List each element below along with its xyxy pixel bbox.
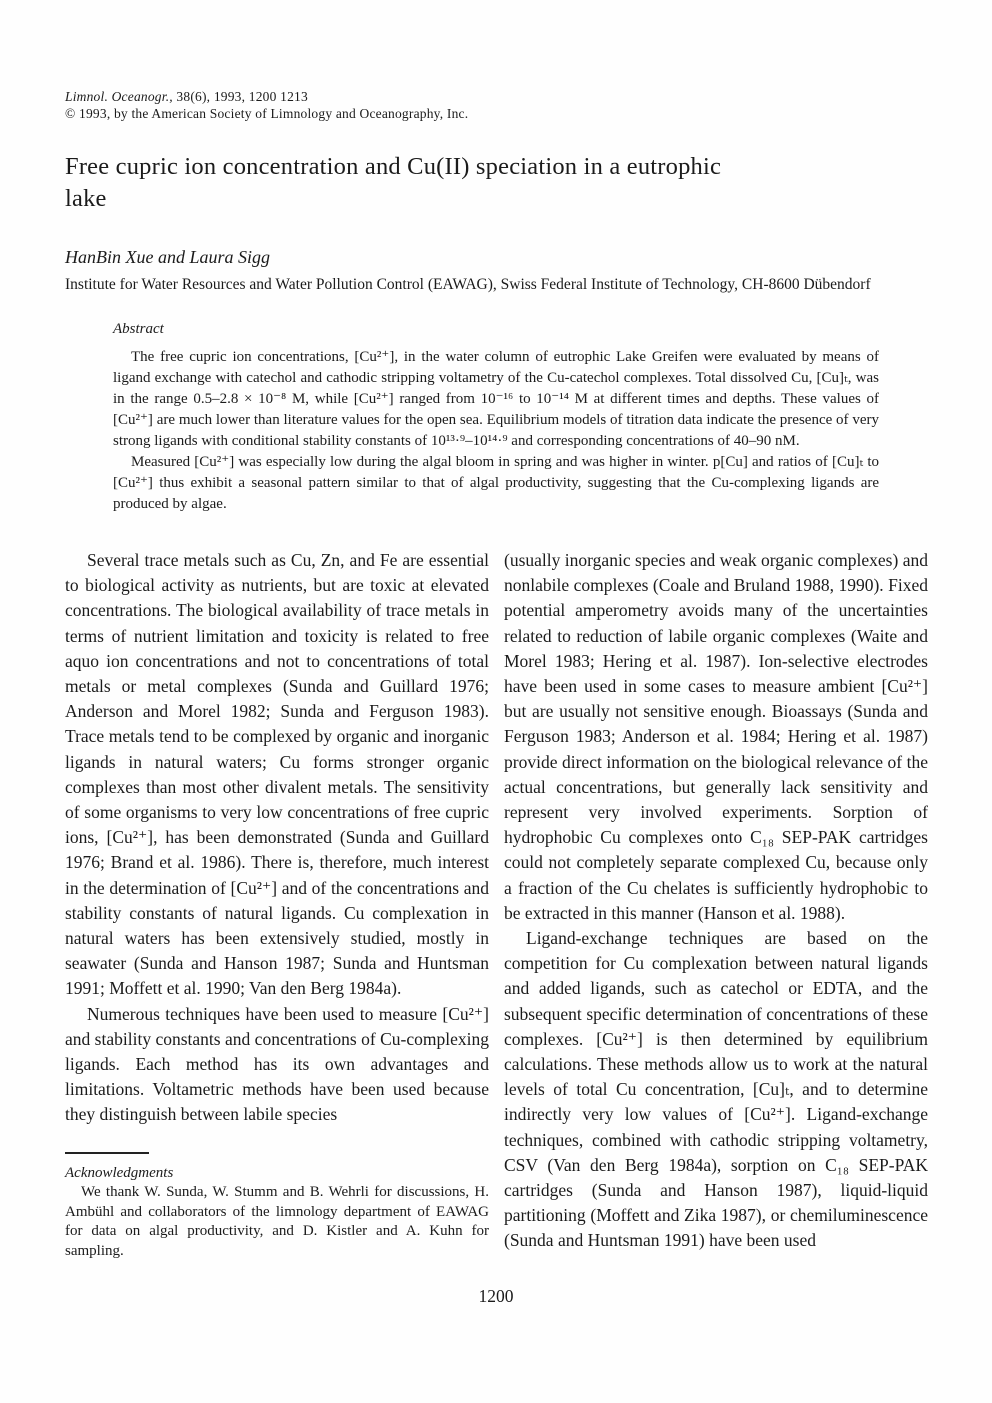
body-left-column (65, 548, 489, 1261)
body-right-column (504, 548, 928, 1261)
body-paragraph-techniques: Numerous techniques have been used to measure [Cu²⁺] and stability constants and concentrations of Cu-complexing ligands. Each method has its own advantages and limitations. Voltametric methods have been used because they distinguish between labile species (65, 1003, 489, 1125)
affiliation: Institute for Water Resources and Water Pollution Control (EAWAG), Swiss Federal Institute of Technology, CH-8600 Dübendorf (65, 276, 871, 293)
footnote-separator-rule (65, 1152, 149, 1154)
authors: HanBin Xue and Laura Sigg (65, 247, 270, 267)
journal-name: Limnol. Oceanogr., (65, 89, 173, 104)
page-number: 1200 (478, 1286, 514, 1306)
acknowledgments-text: We thank W. Sunda, W. Stumm and B. Wehrli for discussions, H. Ambühl and collaborators of the limnology department of EAWAG for data on algal productivity, and D. Kistler and A. Kuhn for sampling. (65, 1184, 489, 1259)
copyright-line: © 1993, by the American Society of Limnology and Oceanography, Inc. (65, 106, 469, 121)
body-paragraph-ligand-exchange: Ligand-exchange techniques are based on the competition for Cu complexation between natural ligands and added ligands, such as catechol or EDTA, and the subsequent specific determination of concentrations of these complexes. [Cu²⁺] is then determined by equilibrium calculations. These methods allow us to work at the natural levels of total Cu concentration, [Cu]ₜ, and to determine indirectly very low values of [Cu²⁺]. Ligand-exchange techniques, combined with cathodic stripping voltametry, CSV (Van den Berg 1984a), sorption on C₁₈ SEP-PAK cartridges (Sunda and Hanson 1987), liquid-liquid partitioning (Moffett and Zika 1987), or chemiluminescence (Sunda and Huntsman 1991) have been used (504, 928, 928, 1251)
acknowledgments-heading: Acknowledgments (65, 1164, 174, 1181)
journal-issue-info: 38(6), 1993, 1200 1213 (172, 89, 308, 104)
abstract-paragraph-2: Measured [Cu²⁺] was especially low during the algal bloom in spring and was higher in winter. p[Cu] and ratios of [Cu]ₜ to [Cu²⁺] thus exhibit a seasonal pattern similar to that of algal productivity, suggesting that the Cu-complexing ligands are produced by algae. (113, 454, 879, 512)
abstract-paragraph-1: The free cupric ion concentrations, [Cu²⁺], in the water column of eutrophic Lake Greifen were evaluated by means of ligand exchange with catechol and cathodic stripping voltametry of the Cu-catechol complexes. Total dissolved Cu, [Cu]ₜ, was in the range 0.5–2.8 × 10⁻⁸ M, while [Cu²⁺] ranged from 10⁻¹⁶ to 10⁻¹⁴ M at different times and depths. These values of [Cu²⁺] are much lower than literature values for the open sea. Equilibrium models of titration data indicate the presence of very strong ligands with conditional stability constants of 10¹³·⁹–10¹⁴·⁹ and corresponding concentrations of 40–90 nM. (113, 349, 879, 449)
body-paragraph-methods: (usually inorganic species and weak organic complexes) and nonlabile complexes (Coale and Bruland 1988, 1990). Fixed potential amperometry avoids many of the uncertainties related to reduction of labile organic complexes (Waite and Morel 1983; Hering et al. 1987). Ion-selective electrodes have been used in some cases to measure ambient [Cu²⁺] but are usually not sensitive enough. Bioassays (Sunda and Ferguson 1983; Anderson et al. 1984; Hering et al. 1987) provide direct information on the biological relevance of the actual concentrations, but generally lack sensitivity and represent very involved experiments. Sorption of hydrophobic Cu complexes onto C₁₈ SEP-PAK cartridges could not completely separate complexed Cu, because only a fraction of the Cu chelates is sufficiently hydrophobic to be extracted in this manner (Hanson et al. 1988). (504, 550, 928, 923)
acknowledgments-footnote (65, 1152, 489, 1262)
body-paragraph-intro: Several trace metals such as Cu, Zn, and Fe are essential to biological activity as nutrients, but are toxic at elevated concentrations. The biological availability of trace metals in terms of nutrient limitation and toxicity is related to free aquo ion concentrations and not to concentrations of total metals or metal complexes (Sunda and Guillard 1976; Anderson and Morel 1982; Sunda and Ferguson 1983). Trace metals tend to be complexed by organic and inorganic ligands in natural waters; Cu forms stronger organic complexes than most other divalent metals. The sensitivity of some organisms to very low concentrations of free cupric ions, [Cu²⁺], has been demonstrated (Sunda and Guillard 1976; Brand et al. 1986). There is, therefore, much interest in the determination of [Cu²⁺] and of the concentrations and stability constants of natural ligands. Cu complexation in natural waters has been extensively studied, mostly in seawater (Sunda and Hanson 1987; Sunda and Huntsman 1991; Moffett et al. 1990; Van den Berg 1984a). (65, 550, 489, 999)
body-columns (65, 548, 928, 1261)
abstract-section (113, 321, 879, 515)
journal-citation-line (65, 88, 928, 105)
abstract-heading: Abstract (113, 321, 164, 337)
page-title: Free cupric ion concentration and Cu(II) speciation in a eutrophic lake (65, 153, 722, 212)
